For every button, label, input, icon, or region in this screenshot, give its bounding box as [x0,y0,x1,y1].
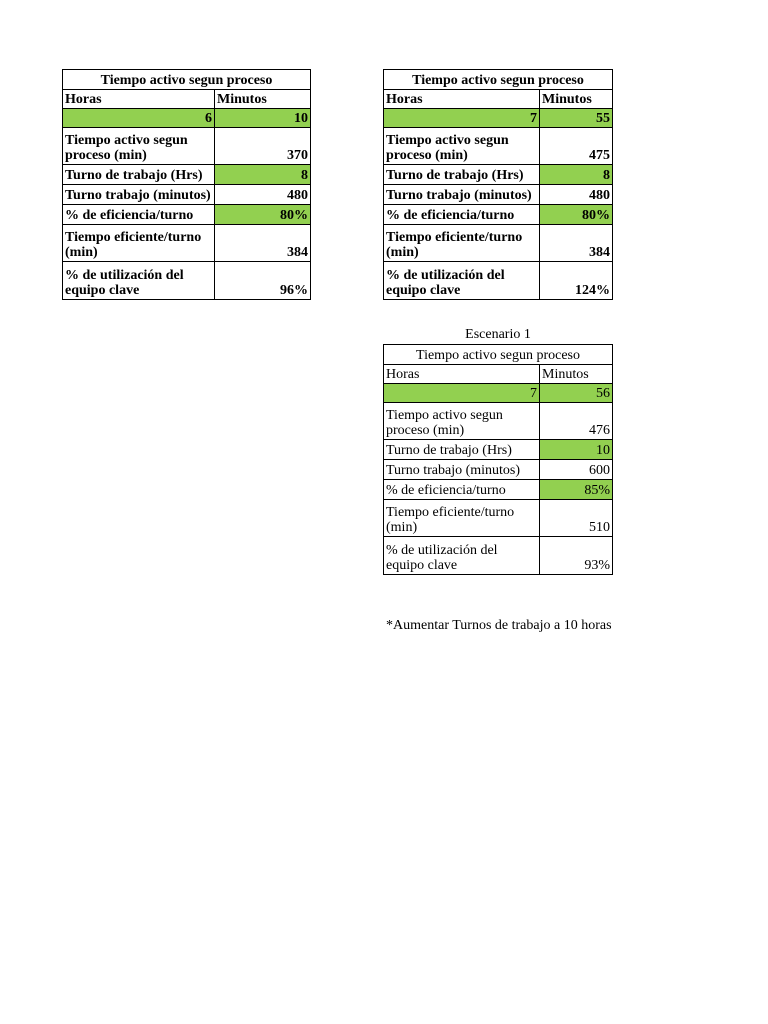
turno-label: Turno de trabajo (Hrs) [63,165,215,185]
tiempo-activo-label: Tiempo activo segun proceso (min) [384,403,540,440]
turno-label: Turno de trabajo (Hrs) [384,165,540,185]
table-tiempo-activo-2 [383,69,613,300]
table-title: Tiempo activo segun proceso [384,345,613,365]
horas-input-cell[interactable]: 6 [63,109,215,128]
tiempo-eficiente-label: Tiempo eficiente/turno (min) [384,225,540,262]
utilizacion-value: 96% [215,262,311,300]
minutos-input-cell[interactable]: 56 [540,384,613,403]
column-header-horas: Horas [384,90,540,109]
minutos-input-cell[interactable]: 10 [215,109,311,128]
table-title: Tiempo activo segun proceso [384,70,613,90]
turno-label: Turno de trabajo (Hrs) [384,440,540,460]
eficiencia-label: % de eficiencia/turno [384,205,540,225]
eficiencia-label: % de eficiencia/turno [384,480,540,500]
turno-input-cell[interactable]: 8 [540,165,613,185]
utilizacion-label: % de utilización del equipo clave [63,262,215,300]
eficiencia-input-cell[interactable]: 85% [540,480,613,500]
utilizacion-label: % de utilización del equipo clave [384,262,540,300]
turno-input-cell[interactable]: 8 [215,165,311,185]
tiempo-eficiente-label: Tiempo eficiente/turno (min) [63,225,215,262]
turno-minutos-label: Turno trabajo (minutos) [384,185,540,205]
turno-minutos-value: 480 [540,185,613,205]
turno-input-cell[interactable]: 10 [540,440,613,460]
horas-input-cell[interactable]: 7 [384,384,540,403]
turno-minutos-value: 480 [215,185,311,205]
scenario-label: Escenario 1 [465,327,531,342]
footnote: *Aumentar Turnos de trabajo a 10 horas [386,618,612,633]
column-header-minutos: Minutos [215,90,311,109]
tiempo-eficiente-value: 384 [540,225,613,262]
column-header-horas: Horas [384,365,540,384]
tiempo-eficiente-label: Tiempo eficiente/turno (min) [384,500,540,537]
column-header-minutos: Minutos [540,90,613,109]
tiempo-eficiente-value: 510 [540,500,613,537]
eficiencia-label: % de eficiencia/turno [63,205,215,225]
turno-minutos-value: 600 [540,460,613,480]
table-tiempo-activo-1 [62,69,311,300]
utilizacion-label: % de utilización del equipo clave [384,537,540,575]
turno-minutos-label: Turno trabajo (minutos) [384,460,540,480]
eficiencia-input-cell[interactable]: 80% [215,205,311,225]
turno-minutos-label: Turno trabajo (minutos) [63,185,215,205]
utilizacion-value: 93% [540,537,613,575]
eficiencia-input-cell[interactable]: 80% [540,205,613,225]
table-title: Tiempo activo segun proceso [63,70,311,90]
horas-input-cell[interactable]: 7 [384,109,540,128]
tiempo-activo-label: Tiempo activo segun proceso (min) [384,128,540,165]
column-header-minutos: Minutos [540,365,613,384]
column-header-horas: Horas [63,90,215,109]
table-escenario-1 [383,344,613,575]
tiempo-activo-value: 475 [540,128,613,165]
tiempo-activo-value: 476 [540,403,613,440]
tiempo-activo-value: 370 [215,128,311,165]
tiempo-activo-label: Tiempo activo segun proceso (min) [63,128,215,165]
minutos-input-cell[interactable]: 55 [540,109,613,128]
tiempo-eficiente-value: 384 [215,225,311,262]
utilizacion-value: 124% [540,262,613,300]
